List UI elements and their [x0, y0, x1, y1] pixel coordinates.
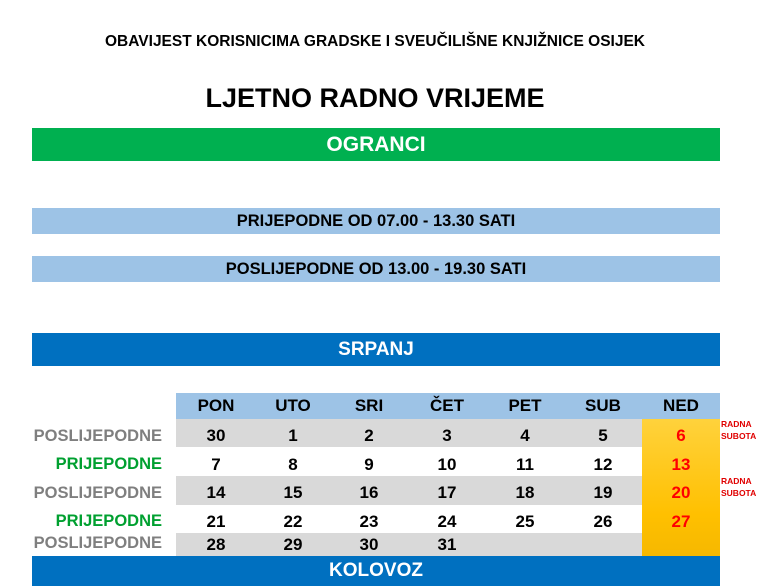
morning-shift-banner: PRIJEPODNE OD 07.00 - 13.30 SATI [32, 208, 720, 234]
row-label-afternoon: POSLIJEPODNE [33, 534, 162, 552]
note-line: RADNA [721, 476, 752, 486]
day-cell: 17 [437, 483, 457, 502]
day-cell: 3 [442, 426, 452, 445]
day-cell: 22 [283, 512, 303, 531]
note-line: SUBOTA [721, 431, 757, 441]
day-header-tue: UTO [275, 396, 311, 415]
notice-heading: OBAVIJEST KORISNICIMA GRADSKE I SVEUČILIŠNE KNJIŽNICE OSIJEK [105, 33, 645, 50]
day-cell: 28 [206, 535, 226, 554]
note-line: RADNA [721, 419, 752, 429]
day-cell: 31 [437, 535, 457, 554]
section-banner: OGRANCI [32, 128, 720, 161]
page-title: LJETNO RADNO VRIJEME [205, 83, 545, 113]
day-header-fri: PET [508, 396, 542, 415]
day-cell: 2 [364, 426, 374, 445]
day-cell: 11 [516, 455, 534, 474]
day-cell: 8 [288, 455, 298, 474]
day-header-thu: ČET [430, 396, 464, 415]
day-header-sat: SUB [585, 396, 621, 415]
month-banner-srpanj: SRPANJ [32, 333, 720, 366]
day-cell: 9 [364, 455, 374, 474]
sunday-cell: 6 [676, 426, 686, 445]
row-label-morning: PRIJEPODNE [55, 512, 162, 530]
day-cell: 24 [437, 512, 457, 531]
row-label-afternoon: POSLIJEPODNE [33, 427, 162, 445]
day-cell: 16 [359, 483, 379, 502]
working-saturday-note [721, 475, 756, 499]
row-label-morning: PRIJEPODNE [55, 455, 162, 473]
row-label-afternoon: POSLIJEPODNE [33, 484, 162, 502]
sunday-cell: 27 [671, 512, 691, 531]
day-cell: 5 [598, 426, 608, 445]
day-cell: 18 [515, 483, 535, 502]
sunday-cell: 20 [671, 483, 691, 502]
month-banner-kolovoz: KOLOVOZ [32, 556, 720, 586]
day-cell: 19 [593, 483, 613, 502]
day-cell: 14 [206, 483, 226, 502]
day-cell: 25 [515, 512, 535, 531]
note-line: SUBOTA [721, 488, 757, 498]
day-header-wed: SRI [354, 396, 384, 415]
working-saturday-note [721, 418, 756, 442]
day-cell: 26 [593, 512, 613, 531]
day-cell: 12 [593, 455, 613, 474]
day-cell: 30 [206, 426, 226, 445]
day-cell: 4 [520, 426, 530, 445]
day-cell: 7 [211, 455, 221, 474]
day-cell: 15 [283, 483, 303, 502]
sunday-cell: 13 [671, 455, 691, 474]
day-cell: 21 [206, 512, 226, 531]
day-header-sun: NED [663, 396, 699, 415]
day-header-mon: PON [197, 396, 235, 415]
day-cell: 1 [288, 426, 298, 445]
calendar-header [176, 393, 720, 419]
afternoon-shift-banner: POSLIJEPODNE OD 13.00 - 19.30 SATI [32, 256, 720, 282]
day-cell: 29 [283, 535, 303, 554]
day-cell: 23 [359, 512, 379, 531]
day-cell: 30 [359, 535, 379, 554]
day-cell: 10 [437, 455, 457, 474]
